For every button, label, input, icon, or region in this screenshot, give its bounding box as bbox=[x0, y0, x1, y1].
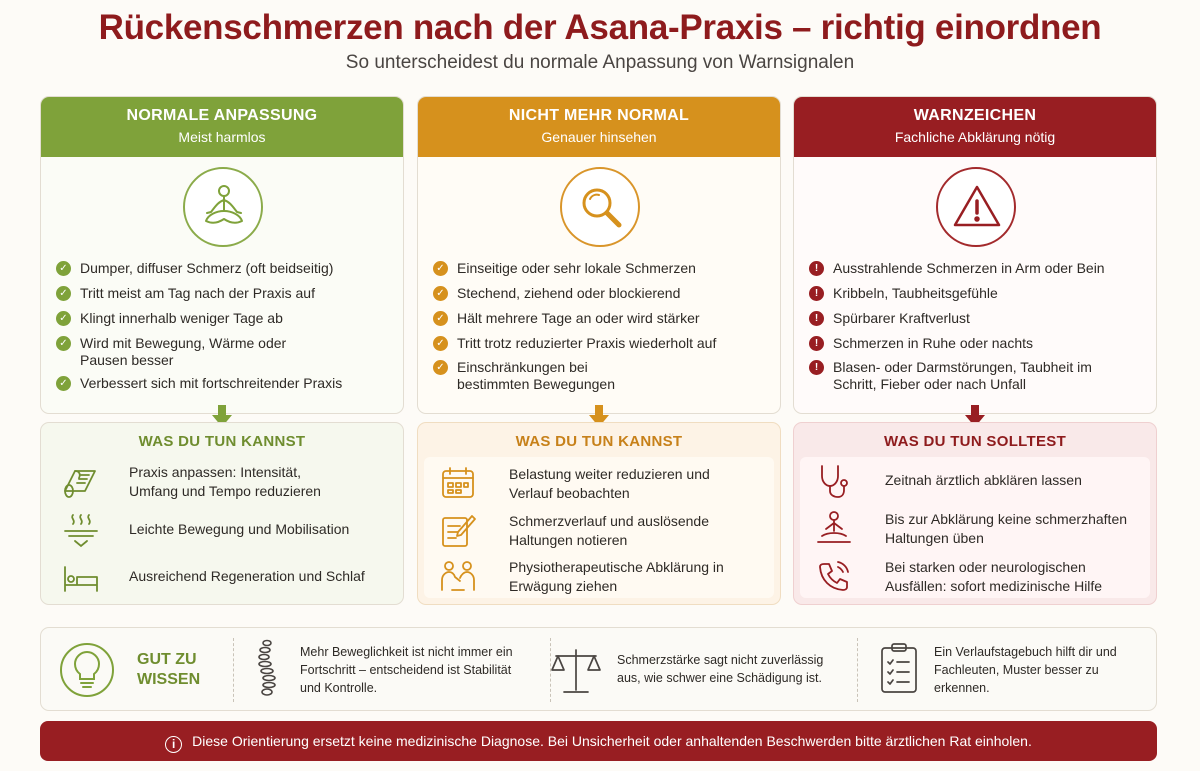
category-card bbox=[793, 96, 1157, 414]
disclaimer-text: Diese Orientierung ersetzt keine medizinische Diagnose. Bei Unsicherheit oder anhaltenden Beschwerden bitte ärztlichen Rat einholen. bbox=[192, 733, 1032, 749]
good-to-know-bar bbox=[40, 627, 1157, 711]
pause-pose-icon bbox=[814, 508, 854, 548]
list-item: ✓ Tritt meist am Tag nach der Praxis auf bbox=[56, 285, 393, 302]
action-item bbox=[810, 459, 1142, 503]
physio-icon bbox=[438, 556, 478, 596]
list-item: ! Spürbarer Kraftverlust bbox=[809, 310, 1146, 327]
hint-text: Mehr Beweglichkeit ist nicht immer ein Fortschritt – entscheidend ist Stabilität und Kontrolle. bbox=[300, 645, 513, 695]
card-subheading: Genauer hinsehen bbox=[541, 129, 657, 145]
action-text: Bei starken oder neurologischen Ausfällen: sofort medizinische Hilfe bbox=[885, 559, 1103, 594]
phone-icon bbox=[814, 556, 854, 596]
hint-text: Ein Verlaufstagebuch hilft dir und Fachleuten, Muster besser zu erkennen. bbox=[934, 645, 1117, 695]
action-item bbox=[434, 554, 766, 598]
symptom-list bbox=[809, 259, 1146, 393]
card-heading: NICHT MEHR NORMAL bbox=[508, 107, 690, 124]
hint-text: Schmerzstärke sagt nicht zuverlässig aus, wie schwer eine Schädigung ist. bbox=[617, 653, 824, 685]
symptom-list bbox=[433, 259, 770, 393]
warning-icon bbox=[936, 167, 1016, 247]
action-item bbox=[57, 507, 389, 551]
action-item bbox=[57, 459, 389, 503]
action-item bbox=[434, 508, 766, 552]
list-item: ✓ Wird mit Bewegung, Wärme oder Pausen besser bbox=[56, 335, 393, 369]
list-item: ✓ Klingt innerhalb weniger Tage ab bbox=[56, 310, 393, 327]
action-text: Physiotherapeutische Abklärung in Erwägung ziehen bbox=[509, 559, 724, 594]
action-item bbox=[810, 506, 1142, 550]
list-item: ✓ Verbessert sich mit fortschreitender Praxis bbox=[56, 375, 393, 392]
list-item: ✓ Einschränkungen bei bestimmten Bewegungen bbox=[433, 359, 770, 393]
card-subheading: Meist harmlos bbox=[178, 129, 266, 145]
column-warning bbox=[793, 96, 1157, 605]
action-box bbox=[793, 422, 1157, 605]
action-heading: WAS DU TUN SOLLTEST bbox=[883, 433, 1067, 450]
action-item bbox=[810, 554, 1142, 598]
list-item: ✓ Einseitige oder sehr lokale Schmerzen bbox=[433, 260, 770, 277]
symptom-list bbox=[56, 259, 393, 392]
list-item: ✓ Stechend, ziehend oder blockierend bbox=[433, 285, 770, 302]
card-heading: WARNZEICHEN bbox=[913, 107, 1037, 124]
column-normal bbox=[40, 96, 404, 605]
scale-icon bbox=[548, 646, 604, 696]
action-text: Ausreichend Regeneration und Schlaf bbox=[129, 568, 365, 584]
card-header bbox=[418, 97, 780, 157]
bed-icon bbox=[61, 557, 101, 597]
card-subheading: Fachliche Abklärung nötig bbox=[894, 129, 1056, 145]
notepad-icon bbox=[438, 510, 478, 550]
list-item: ! Schmerzen in Ruhe oder nachts bbox=[809, 335, 1146, 352]
card-header bbox=[794, 97, 1156, 157]
action-text: Praxis anpassen: Intensität, Umfang und Tempo reduzieren bbox=[129, 464, 321, 499]
list-item: ! Kribbeln, Taubheitsgefühle bbox=[809, 285, 1146, 302]
list-item: ! Ausstrahlende Schmerzen in Arm oder Bein bbox=[809, 260, 1146, 277]
calendar-icon bbox=[438, 463, 478, 503]
category-card bbox=[417, 96, 781, 414]
column-not-normal bbox=[417, 96, 781, 605]
magnifier-icon bbox=[560, 167, 640, 247]
list-item: ✓ Dumper, diffuser Schmerz (oft beidseitig) bbox=[56, 260, 393, 277]
page-subtitle: So unterscheidest du normale Anpassung von Warnsignalen bbox=[345, 52, 855, 73]
list-item: ✓ Tritt trotz reduzierter Praxis wiederholt auf bbox=[433, 335, 770, 352]
action-box bbox=[40, 422, 404, 605]
category-card bbox=[40, 96, 404, 414]
card-header bbox=[41, 97, 403, 157]
heat-icon bbox=[61, 509, 101, 549]
action-item bbox=[57, 555, 389, 599]
action-text: Zeitnah ärztlich abklären lassen bbox=[885, 472, 1082, 488]
action-text: Schmerzverlauf und auslösende Haltungen notieren bbox=[509, 513, 710, 548]
action-heading: WAS DU TUN KANNST bbox=[138, 433, 306, 450]
list-item: ! Blasen- oder Darmstörungen, Taubheit im Schritt, Fieber oder nach Unfall bbox=[809, 359, 1146, 393]
info-icon: i bbox=[165, 736, 182, 753]
stethoscope-icon bbox=[814, 461, 854, 501]
action-text: Bis zur Abklärung keine schmerzhaften Haltungen üben bbox=[885, 511, 1128, 546]
page-title: Rückenschmerzen nach der Asana-Praxis – richtig einordnen bbox=[98, 8, 1102, 47]
card-heading: NORMALE ANPASSUNG bbox=[126, 107, 318, 124]
action-box bbox=[417, 422, 781, 605]
action-text: Leichte Bewegung und Mobilisation bbox=[129, 521, 350, 537]
action-heading: WAS DU TUN KANNST bbox=[515, 433, 683, 450]
list-item: ✓ Hält mehrere Tage an oder wird stärker bbox=[433, 310, 770, 327]
action-text: Belastung weiter reduzieren und Verlauf beobachten bbox=[509, 466, 710, 501]
action-item bbox=[434, 461, 766, 505]
clipboard-icon bbox=[879, 642, 919, 696]
lightbulb-icon bbox=[57, 641, 117, 699]
disclaimer-footer bbox=[40, 721, 1157, 761]
yoga-mat-icon bbox=[61, 461, 101, 501]
spine-icon bbox=[253, 638, 283, 700]
good-to-know-label: GUT ZU WISSEN bbox=[137, 651, 201, 688]
meditation-icon bbox=[183, 167, 263, 247]
